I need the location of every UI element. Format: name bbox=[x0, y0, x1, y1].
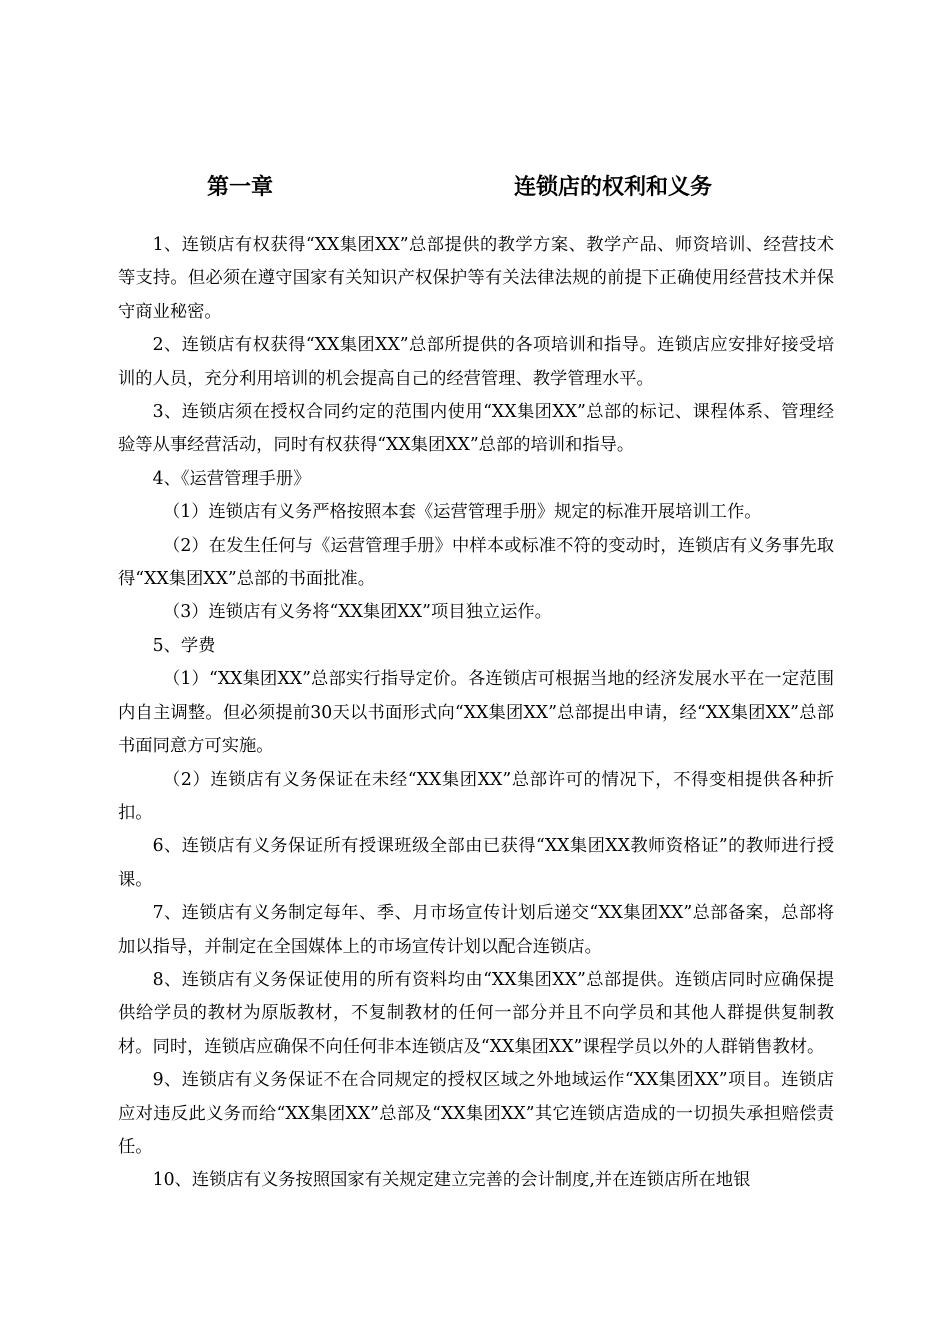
paragraph-9: 9、连锁店有义务保证不在合同规定的授权区域之外地域运作“XX集团XX”项目。连锁店应对违反此义务而给“XX集团XX”总部及“XX集团XX”其它连锁店造成的一切损失承担赔偿责任。 bbox=[118, 1070, 834, 1157]
paragraph-6: 6、连锁店有义务保证所有授课班级全部由已获得“XX集团XX教师资格证”的教师进行授课。 bbox=[118, 836, 834, 890]
paragraph-10: 10、连锁店有义务按照国家有关规定建立完善的会计制度,并在连锁店所在地银 bbox=[152, 1170, 751, 1191]
paragraph-4-2: （2）在发生任何与《运营管理手册》中样本或标准不符的变动时，连锁店有义务事先取得“XX集团XX”总部的书面批准。 bbox=[118, 535, 834, 590]
chapter-label: 第一章 bbox=[207, 175, 274, 200]
paragraph-4-3: （3）连锁店有义务将“XX集团XX”项目独立运作。 bbox=[162, 602, 552, 623]
chapter-heading bbox=[0, 170, 950, 206]
paragraph-5-2: （2）连锁店有义务保证在未经“XX集团XX”总部许可的情况下，不得变相提供各种折扣。 bbox=[118, 769, 834, 823]
paragraph-7: 7、连锁店有义务制定每年、季、月市场宣传计划后递交“XX集团XX”总部备案，总部将加以指导，并制定在全国媒体上的市场宣传计划以配合连锁店。 bbox=[118, 903, 834, 957]
paragraph-2: 2、连锁店有权获得“XX集团XX”总部所提供的各项培训和指导。连锁店应安排好接受培训的人员，充分利用培训的机会提高自己的经营管理、教学管理水平。 bbox=[118, 335, 834, 389]
document-body bbox=[118, 229, 834, 1198]
paragraph-8: 8、连锁店有义务保证使用的所有资料均由“XX集团XX”总部提供。连锁店同时应确保提供给学员的教材为原版教材，不复制教材的任何一部分并且不向学员和其他人群提供复制教材。同时，连锁店应确保不向任何非本连锁店及“XX集团XX”课程学员以外的人群销售教材。 bbox=[118, 969, 834, 1057]
chapter-title: 连锁店的权利和义务 bbox=[514, 175, 713, 200]
paragraph-5-1: （1）“XX集团XX”总部实行指导定价。各连锁店可根据当地的经济发展水平在一定范围内自主调整。但必须提前30天以书面形式向“XX集团XX”总部提出申请，经“XX集团XX”总部书面同意方可实施。 bbox=[118, 669, 834, 757]
paragraph-4-1: （1）连锁店有义务严格按照本套《运营管理手册》规定的标准开展培训工作。 bbox=[162, 502, 762, 523]
paragraph-1: 1、连锁店有权获得“XX集团XX”总部提供的教学方案、教学产品、师资培训、经营技术等支持。但必须在遵守国家有关知识产权保护等有关法律法规的前提下正确使用经营技术并保守商业秘密。 bbox=[118, 235, 834, 322]
paragraph-5-heading: 5、学费 bbox=[152, 635, 216, 656]
paragraph-3: 3、连锁店须在授权合同约定的范围内使用“XX集团XX”总部的标记、课程体系、管理经验等从事经营活动，同时有权获得“XX集团XX”总部的培训和指导。 bbox=[118, 402, 834, 456]
paragraph-4-heading: 4、《运营管理手册》 bbox=[152, 468, 311, 489]
